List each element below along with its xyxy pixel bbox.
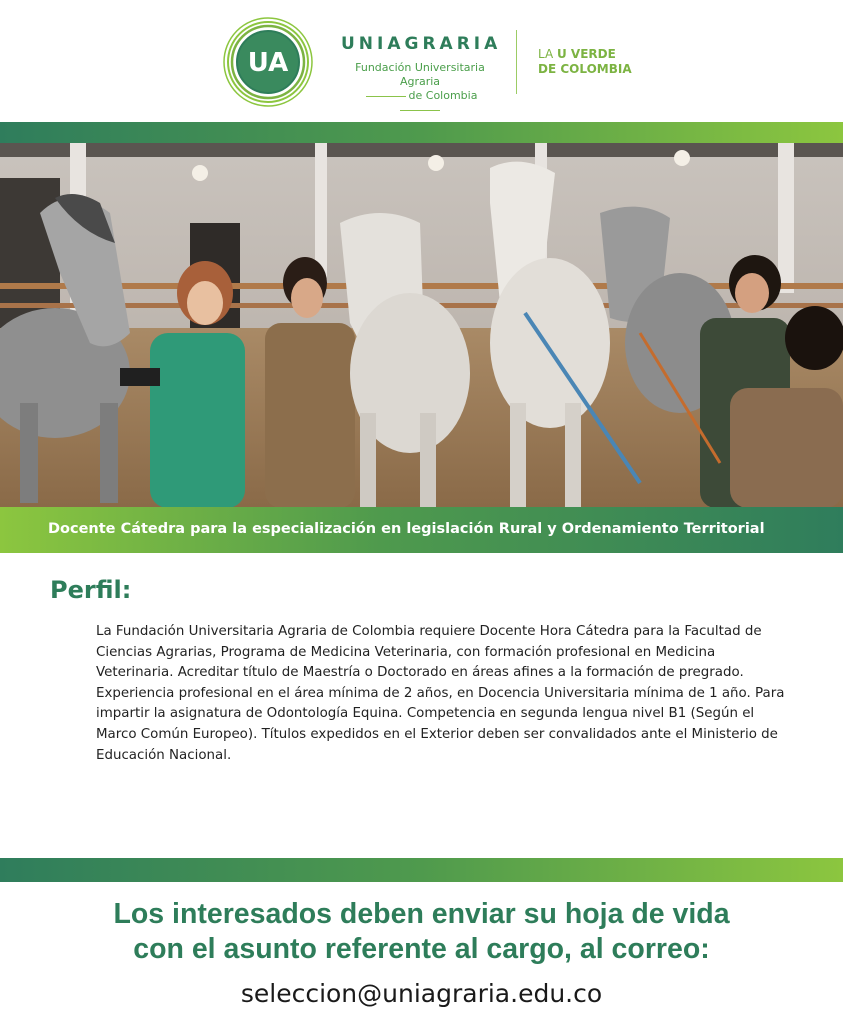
tagline bbox=[538, 47, 632, 77]
photo-illustration bbox=[0, 143, 843, 507]
job-description: La Fundación Universitaria Agraria de Colombia requiere Docente Hora Cátedra para la Facultad de Ciencias Agrarias, Programa de Medicina Veterinaria, con formación profesional en Medicina Veterinaria. Acreditar título de Maestría o Doctorado en áreas afines a la formación de pregrado. Experiencia profesional en el área mínima de 2 años, en Docencia Universitaria mínima de 1 año. Para impartir la asignatura de Odontología Equina. Competencia en segunda lengua nivel B1 (Según el Marco Común Europeo). Títulos expedidos en el Exterior deben ser convalidados ante el Ministerio de Educación Nacional. bbox=[96, 624, 785, 763]
bottom-green-band bbox=[0, 858, 843, 882]
header bbox=[0, 0, 843, 122]
uniagraria-logo-icon bbox=[223, 17, 313, 107]
brand-subtitle-line1: Fundación Universitaria Agraria bbox=[355, 61, 485, 88]
tagline-bold: U VERDE bbox=[556, 47, 616, 61]
tagline-prefix: LA bbox=[538, 47, 557, 61]
cta-line2: con el asunto referente al cargo, al correo: bbox=[133, 933, 710, 965]
header-divider bbox=[516, 30, 517, 94]
tagline-line2: DE COLOMBIA bbox=[538, 62, 632, 76]
call-to-action bbox=[0, 897, 843, 967]
contact-email[interactable]: seleccion@uniagraria.edu.co bbox=[240, 979, 603, 1008]
brand-subtitle bbox=[341, 61, 499, 117]
job-title: Docente Cátedra para la especialización en legislación Rural y Ordenamiento Territorial bbox=[48, 521, 765, 537]
brand-subtitle-line2: de Colombia bbox=[408, 89, 478, 102]
cta-line1: Los interesados deben enviar su hoja de vida bbox=[113, 898, 730, 930]
job-title-bar bbox=[0, 507, 843, 553]
brand-name: UNIAGRARIA bbox=[341, 34, 502, 54]
top-green-band bbox=[0, 122, 843, 143]
logo-initials: UA bbox=[247, 48, 289, 78]
horses-students-photo bbox=[0, 143, 843, 507]
perfil-heading: Perfil: bbox=[50, 576, 132, 604]
